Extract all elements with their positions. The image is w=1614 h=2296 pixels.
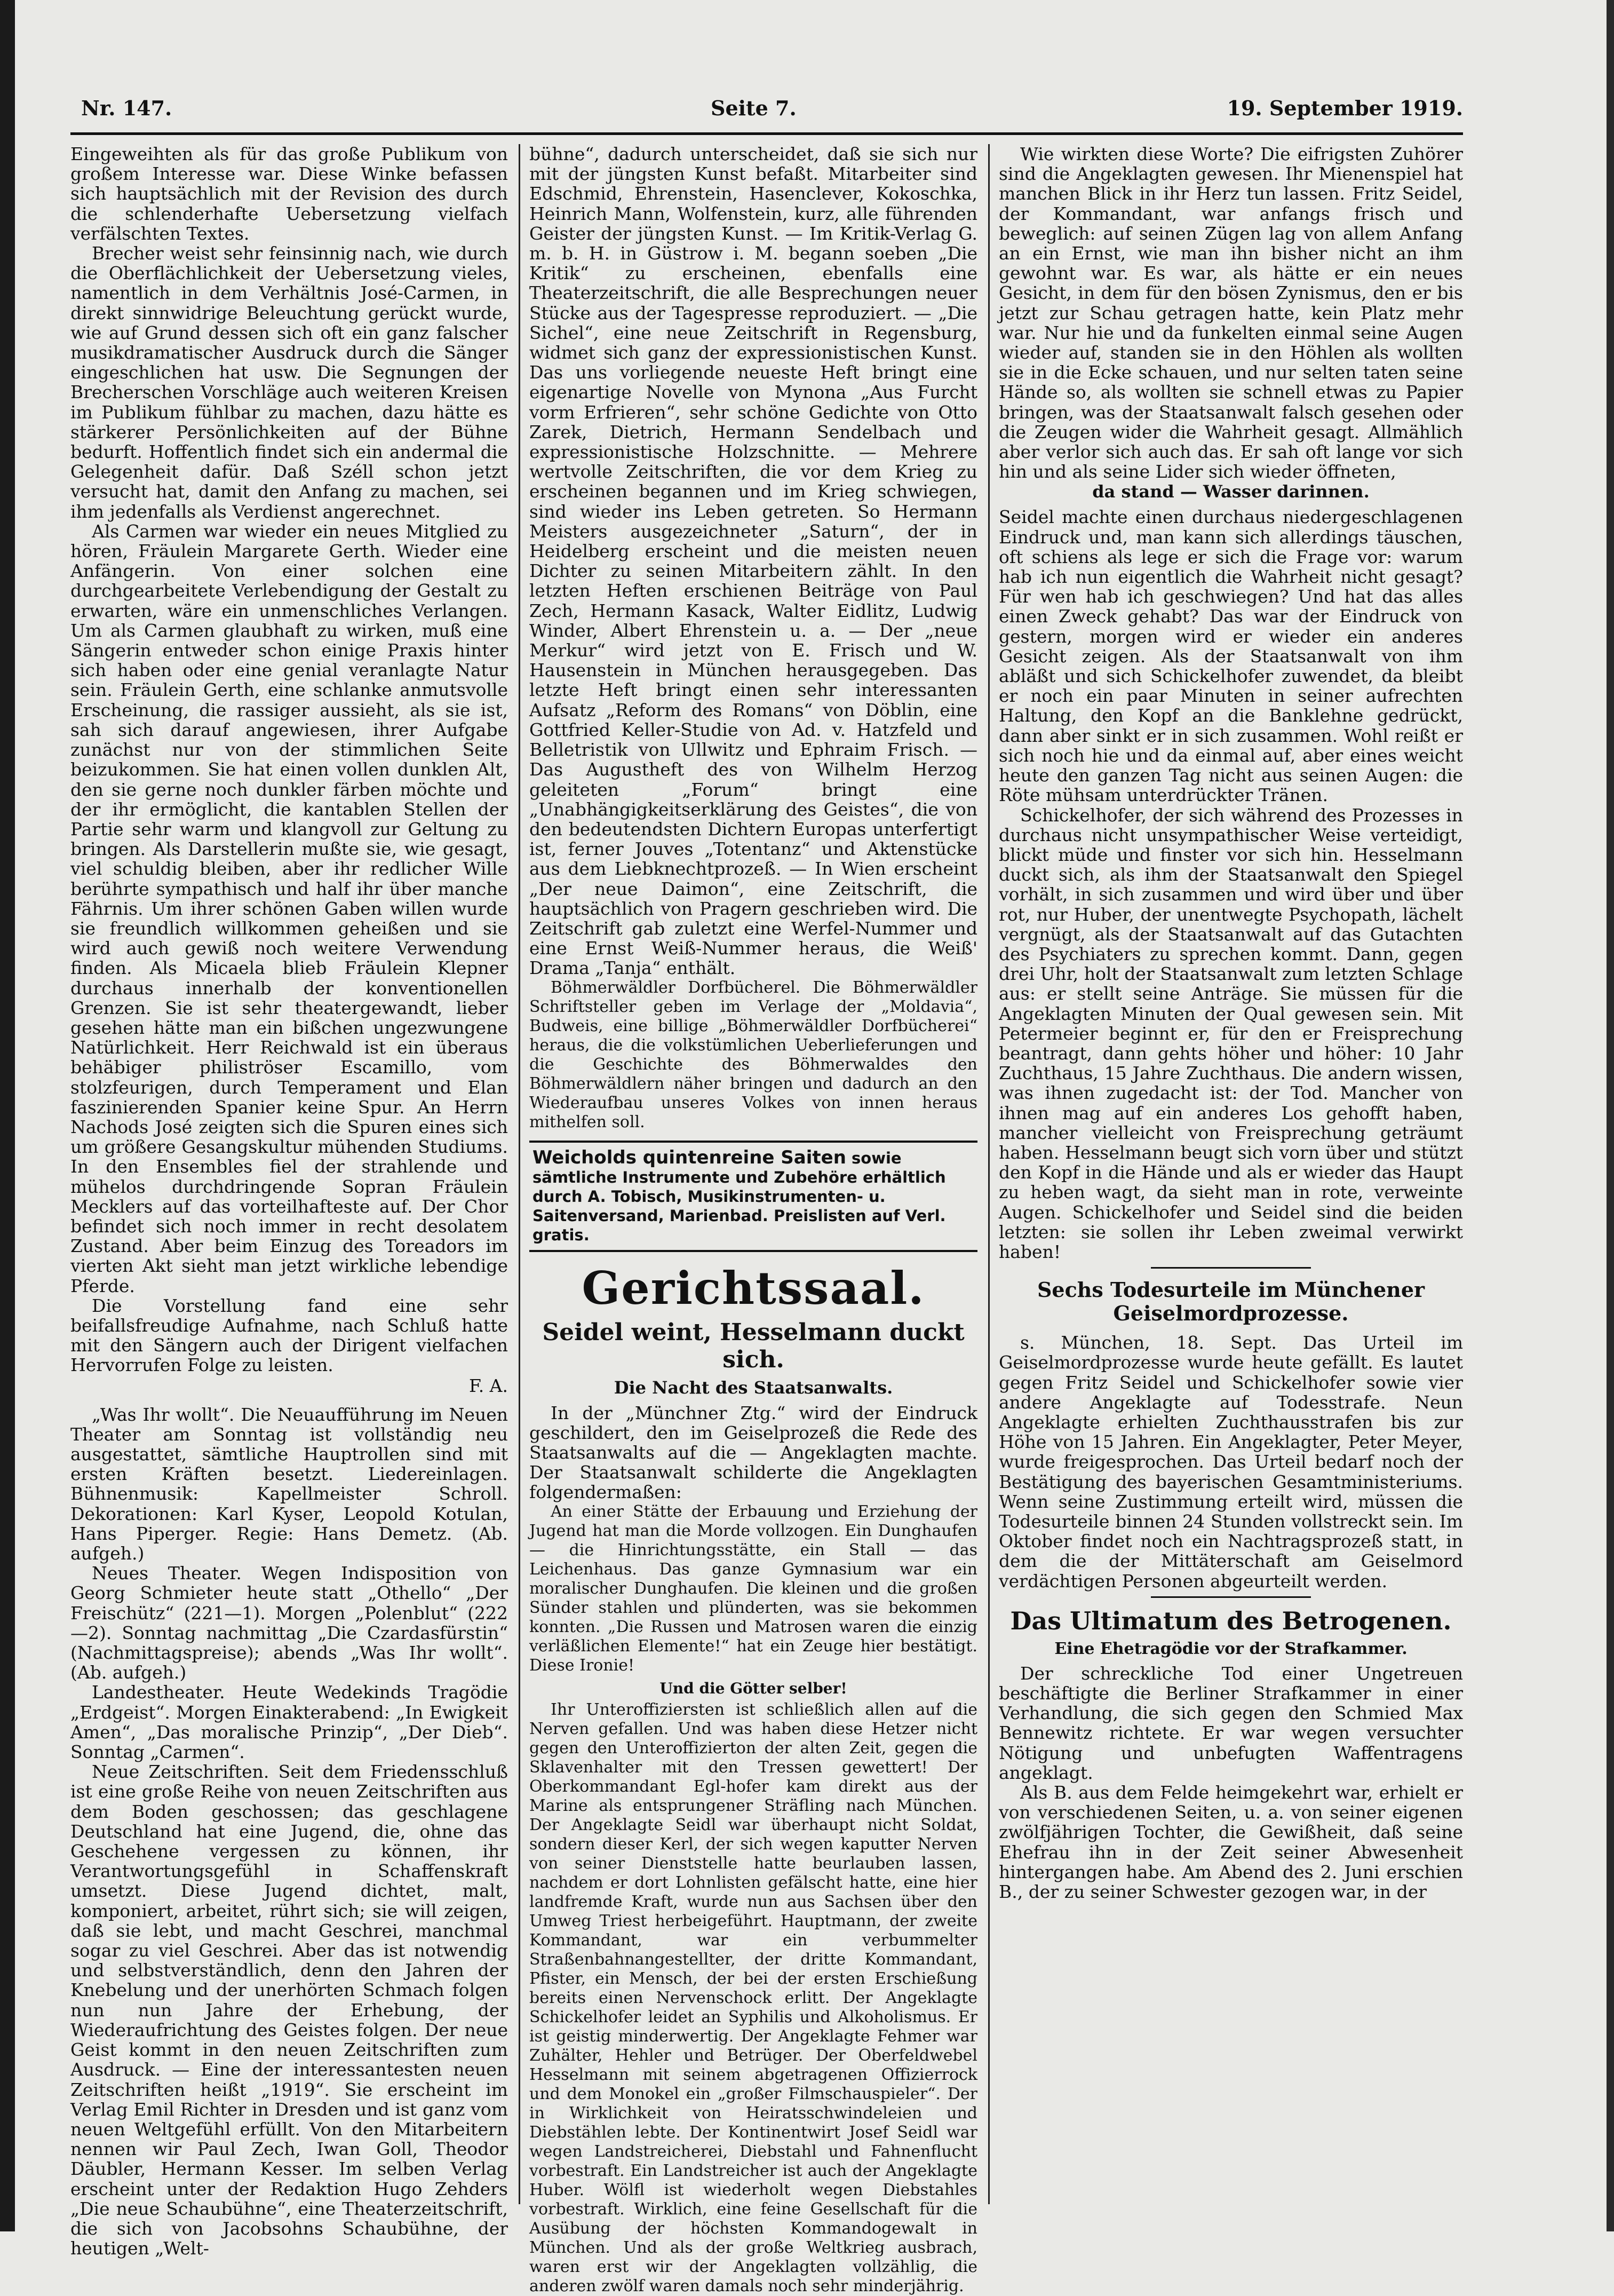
newspaper-page [70,91,1463,2295]
article-paragraph: Die Vorstellung fand eine sehr beifallsfreudige Aufnahme, nach Schluß hatte mit den Sängern auch der Dirigent vielfachen Hervorrufen Folge zu leisten. [70,1295,508,1376]
article-headline: Das Ultimatum des Betrogenen. [1010,1606,1452,1635]
scan-border-left [0,0,15,2231]
notice-paragraph: „Was Ihr wollt“. Die Neuaufführung im Neuen Theater am Sonntag ist vollständig neu ausgestattet, sämtliche Hauptrollen sind mit ersten Kräften besetzt. Liedereinlagen. Bühnenmusik: Kapellmeister Schroll. Dekorationen: Karl Kyser, Leopold Kotulan, Hans Piperger. Regie: Hans Demetz. (Ab. aufgeh.) [70,1404,508,1564]
notice-paragraph: Landestheater. Heute Wedekinds Tragödie „Erdgeist“. Morgen Einakterabend: „In Ewigkeit Amen“, „Das moralische Prinzip“, „Der Dieb“. Sonntag „Carmen“. [70,1682,508,1763]
masthead-rule [70,132,1463,135]
issue-date: 19. September 1919. [1227,96,1463,120]
column-divider [988,144,990,2204]
issue-number: Nr. 147. [81,96,172,120]
divider [1151,1596,1311,1598]
article-subheadline: Eine Ehetragödie vor der Strafkammer. [1054,1639,1408,1658]
article-paragraph: Eingeweihten als für das große Publikum von großem Interesse war. Diese Winke befassen sich hauptsächlich mit der Revision des durch die schlenderhafte Uebersetzung vielfach verfälschten Textes. [70,144,508,244]
article-paragraph: Seidel machte einen durchaus niedergeschlagenen Eindruck und, man kann sich allerdings täuschen, oft schiens als lege er sich die Frage vor: warum hab ich nun eigentlich die Wahrheit nicht gesagt? Für wen hab ich geschwiegen? Und hat das alles einen Zweck gehabt? Das war der Eindruck von gestern, morgen wird er wieder ein anderes Gesicht zeigen. Als der Staatsanwalt von ihm abläßt und sich Schickelhofer zuwendet, da bleibt er noch ein paar Minuten in seiner aufrechten Haltung, den Kopf an die Banklehne gedrückt, dann aber sinkt er in sich zusammen. Wohl reißt er sich noch hie und da einmal auf, aber eines weicht heute den ganzen Tag nicht aus seinen Augen: die Röte mühsam unterdrückter Tränen. [999,506,1463,806]
notice-paragraph: Neue Zeitschriften. Seit dem Friedensschluß ist eine große Reihe von neuen Zeitschriften aus dem Boden geschossen; das geschlagene Deutschland hat eine Jugend, die, ohne das Geschehene vergessen zu können, ihr Verantwortungsgefühl in Schaffenskraft umsetzt. Diese Jugend dichtet, malt, komponiert, arbeitet, rührt sich; sie will zeigen, daß sie lebt, und macht Geschrei, manchmal sogar zu viel Geschrei. Aber das ist notwendig und selbstverständlich, denn den Jahren der Knebelung und der unerhörten Schmach folgen nun nun Jahre der Erhebung, der Wiederaufrichtung des Geistes folgen. Der neue Geist kommt in den neuen Zeitschriften zum Ausdruck. — Eine der interessantesten neuen Zeitschriften heißt „1919“. Sie erscheint im Verlag Emil Richter in Dresden und ist ganz vom neuen Weltgefühl erfüllt. Von den Mitarbeitern nennen wir Paul Zech, Iwan Goll, Theodor Däubler, Hermann Kesser. Im selben Verlag erscheint unter der Redaktion Hugo Zehders „Die neue Schaubühne“, eine Theaterzeitschrift, die sich von Jacobsohns Schaubühne, der heutigen „Welt- [70,1761,508,2259]
quote-paragraph: Ihr Unteroffiziersten ist schließlich allen auf die Nerven gefallen. Und was haben diese Hetzer nicht gegen den Unteroffizierton der alten Zeit, gegen die Sklavenhalter mit den Tressen gewettert! Der Oberkommandant Egl-hofer kam direkt aus der Marine als entsprungener Sträfling nach München. Der Angeklagte Seidl war überhaupt nicht Soldat, sondern dieser Kerl, der sich wegen kaputter Nerven von seiner Dienststelle hatte beurlauben lassen, nachdem er dort Lohnlisten gefälscht hatte, eine hier landfremde Kraft, wurde nun aus Sachsen über den Umweg Triest herbeigeführt. Hauptmann, der zweite Kommandant, war ein verbummelter Straßenbahnangestellter, der dritte Kommandant, Pfister, ein Mensch, der bei der ersten Erschießung bereits einen Nervenschock erlitt. Der Angeklagte Schickelhofer leidet an Syphilis und Alkoholismus. Er ist geistig minderwertig. Der Angeklagte Fehmer war Zuhälter, Hehler und Betrüger. Der Oberfeldwebel Hesselmann mit seinem abgetragenen Offizierrock und dem Monokel ein „großer Filmschauspieler“. Der in Wirklichkeit von Heiratsschwindeleien und Diebstählen lebte. Der Kontinentwirt Josef Seidl war wegen Landstreicherei, Diebstahl und Fahnenflucht vorbestraft. Ein Landstreicher ist auch der Angeklagte Huber. Wölfl ist wiederholt wegen Diebstahles vorbestraft. Wirklich, eine feine Gesellschaft für die Ausübung der höchsten Kommandogewalt in München. Und als der große Weltkrieg ausbrach, waren erst wir der Angeklagten vollzählig, die anderen zwölf waren damals noch sehr minderjährig. [529,1700,977,2295]
page-number: Seite 7. [711,96,797,120]
column-3 [999,144,1463,2204]
article-headline: Seidel weint, Hesselmann duckt sich. [542,1318,965,1373]
masthead [70,91,1463,132]
article-paragraph: Als Carmen war wieder ein neues Mitglied zu hören, Fräulein Margarete Gerth. Wieder eine Anfängerin. Von einer solchen eine durchgearbeitete Verlebendigung der Gestalt zu erwarten, wäre ein unmenschliches Verlangen. Um als Carmen glaubhaft zu wirken, muß eine Sängerin entweder schon einige Praxis hinter sich haben oder eine genial veranlagte Natur sein. Fräulein Gerth, eine schlanke anmutsvolle Erscheinung, die rassiger aussieht, als sie ist, sah sich darauf angewiesen, ihrer Aufgabe zunächst nur von der stimmlichen Seite beizukommen. Sie hat einen vollen dunklen Alt, den sie gerne noch dunkler färben möchte und der ihr ermöglicht, die kantablen Stellen der Partie sehr warm und klangvoll zur Geltung zu bringen. Als Darstellerin mußte sie, wie gesagt, viel schuldig bleiben, aber ihr redlicher Wille berührte sympathisch und half ihr über manche Fährnis. Um ihrer schönen Gaben willen wurde sie freundlich willkommen geheißen und sie wird auch gewiß noch weitere Verwendung finden. Als Micaela blieb Fräulein Klepner durchaus innerhalb der konventionellen Grenzen. Sie ist sehr theatergewandt, lieber gesehen hätte man ein bißchen ungezwungene Natürlichkeit. Herr Reichwald ist ein überaus behäbiger philiströser Escamillo, vom stolzfeurigen, durch Temperament und Elan faszinierenden Spanier keine Spur. An Herrn Nachods José zeigten sich die Spuren eines sich um größere Gesangskultur mühenden Studiums. In den Ensembles fiel der strahlende und mühelos durchdringende Sopran Fräulein Mecklers auf das vorteilhafteste auf. Der Chor befindet sich noch immer in recht desolatem Zustand. Aber beim Einzug des Toreadors im vierten Akt sieht man jetzt wirkliche lebendige Pferde. [70,520,508,1296]
article-paragraph: Als B. aus dem Felde heimgekehrt war, erhielt er von verschiedenen Seiten, u. a. von seiner eigenen zwölfjährigen Tochter, die Gewißheit, daß seine Ehefrau ihn in der Zeit seiner Abwesenheit hintergangen habe. Am Abend des 2. Juni erschien B., der zu seiner Schwester gezogen war, in der [999,1782,1463,1903]
quote-paragraph: An einer Stätte der Erbauung und Erziehung der Jugend hat man die Morde vollzogen. Ein Dunghaufen — die Hinrichtungsstätte, ein Stall — das Leichenhaus. Das ganze Gymnasium war ein moralischer Dunghaufen. Die kleinen und die großen Sünder stahlen und plünderten, was sie bekommen konnten. „Die Russen und Matrosen waren die einzig verläßlichen Elemente!“ hat ein Zeuge hier bestätigt. Diese Ironie! [529,1502,977,1675]
author-signature: F. A. [468,1375,508,1396]
scan-border-right [1607,0,1614,2231]
column-1 [70,144,508,2259]
article-subheadline: Die Nacht des Staatsanwalts. [614,1377,893,1398]
column-divider [519,144,520,2204]
advertisement [529,1141,977,1252]
article-paragraph: Brecher weist sehr feinsinnig nach, wie durch die Oberflächlichkeit der Uebersetzung vieles, namentlich in dem Verhältnis José-Carmen, in direkt sinnwidrige Beleuchtung gerückt wurde, wie auf Grund dessen sich oft ein ganz falscher musikdramatischer Ausdruck durch die Sänger eingeschlichen hat usw. Die Segnungen der Brecherschen Vorschläge auch weiteren Kreisen im Publikum fühlbar zu machen, dazu hätte es stärkerer Persönlichkeiten auf der Bühne bedurft. Hoffentlich findet sich ein andermal die Gelegenheit dafür. Daß Széll schon jetzt versucht hat, damit den Anfang zu machen, sei ihm jedenfalls als Verdienst angerechnet. [70,243,508,522]
divider [1151,1267,1311,1269]
notice-paragraph: Böhmerwäldler Dorfbücherel. Die Böhmerwäldler Schriftsteller geben im Verlage der „Moldavia“, Budweis, eine billige „Böhmerwäldler Dorfbücherei“ heraus, die die volkstümlichen Ueberlieferungen und die Geschichte des Böhmerwaldes den Böhmerwäldlern näher bringen und dadurch an den Wiederaufbau unseres Volkes von innen heraus mithelfen soll. [529,978,977,1131]
article-paragraph: Der schreckliche Tod einer Ungetreuen beschäftigte die Berliner Strafkammer in einer Verhandlung, die sich gegen den Schmied Max Bennewitz richtete. Er war wegen versuchter Nötigung und unbefugten Waffentragens angeklagt. [999,1662,1463,1783]
section-title: Gerichtssaal. [582,1261,925,1315]
article-paragraph: Schickelhofer, der sich während des Prozesses in durchaus nicht unsympathischer Weise verteidigt, blickt müde und finster vor sich hin. Hesselmann duckt sich, als ihm der Staatsanwalt den Spiegel vorhält, in sich zusammen und wird über und über rot, nur Huber, der unentwegte Psychopath, lächelt vergnügt, als der Staatsanwalt auf das Gutachten des Psychiaters zu sprechen kommt. Dann, gegen drei Uhr, holt der Staatsanwalt zum letzten Schlage aus: er stellt seine Anträge. Sie müssen für die Angeklagten Minuten der Qual gewesen sein. Mit Petermeier beginnt er, für den er Freisprechung beantragt, dann gehts höher und höher: 10 Jahr Zuchthaus, 15 Jahre Zuchthaus. Die andern wissen, was ihnen zugedacht ist: der Tod. Mancher von ihnen mag auf ein anderes Los gehofft haben, mancher vielleicht von Freisprechung geträumt haben. Hesselmann beugt sich vorn über und stützt den Kopf in die Hände und als er wieder das Haupt zu heben wagt, da sieht man in rote, verweinte Augen. Schickelhofer und Seidel sind die beiden letzten: sie sollen ihr Leben zweimal verwirkt haben! [999,804,1463,1262]
inline-subheading: Und die Götter selber! [659,1679,847,1697]
column-2 [529,144,977,2295]
ad-headline: Weicholds quintenreine Saiten [532,1146,846,1168]
article-headline: Sechs Todesurteile im Münchener Geiselmordprozesse. [1037,1278,1425,1326]
ad-text: sowie sämtliche Instrumente und Zubehöre erhältlich durch A. Tobisch, Musikinstrumenten- u. Saitenversand, Marienbad. Preislisten auf Verl. gratis. [532,1149,946,1244]
article-paragraph: s. München, 18. Sept. Das Urteil im Geiselmordprozesse wurde heute gefällt. Es lautet gegen Fritz Seidel und Schickelhofer sowie vier andere Angeklagte auf Todesstrafe. Neun Angeklagte erhielten Zuchthausstrafen bis zur Höhe von 15 Jahren. Ein Angeklagter, Peter Meyer, wurde freigesprochen. Das Urteil bedarf noch der Bestätigung des bayerischen Gesamtministeriums. Wenn seine Zustimmung erteilt wird, müssen die Todesurteile binnen 24 Stunden vollstreckt sein. Im Oktober findet noch ein Nachtragsprozeß statt, in dem die der Mittäterschaft am Geiselmord verdächtigen Personen abgeurteilt werden. [999,1332,1463,1592]
article-paragraph: bühne“, dadurch unterscheidet, daß sie sich nur mit der jüngsten Kunst befaßt. Mitarbeiter sind Edschmid, Ehrenstein, Hasenclever, Kokoschka, Heinrich Mann, Wolfenstein, kurz, alle führenden Geister der jüngsten Kunst. — Im Kritik-Verlag G. m. b. H. in Güstrow i. M. begann soeben „Die Kritik“ zu erscheinen, ebenfalls eine Theaterzeitschrift, die alle Besprechungen neuer Stücke aus der Tagespresse reproduziert. — „Die Sichel“, eine neue Zeitschrift in Regensburg, widmet sich ganz der expressionistischen Kunst. Das uns vorliegende neueste Heft bringt eine eigenartige Novelle von Mynona „Aus Furcht vorm Erfrieren“, sehr schöne Gedichte von Otto Zarek, Dietrich, Hermann Sendelbach und expressionistische Holzschnitte. — Mehrere wertvolle Zeitschriften, die vor dem Krieg zu erscheinen begannen und im Krieg schwiegen, sind wieder ins Leben getreten. So Hermann Meisters ausgezeichneter „Saturn“, der in Heidelberg erscheint und die meisten neuen Dichter zu seinen Mitarbeitern zählt. In den letzten Heften erschienen Beiträge von Paul Zech, Hermann Kasack, Walter Eidlitz, Ludwig Winder, Albert Ehrenstein u. a. — Der „neue Merkur“ wird jetzt von E. Frisch und W. Hausenstein in München herausgegeben. Das letzte Heft bringt einen sehr interessanten Aufsatz „Reform des Romans“ von Döblin, eine Gottfried Keller-Studie von Ad. v. Hatzfeld und Belletristik von Ullwitz und Ephraim Frisch. — Das Augustheft des von Wilhelm Herzog geleiteten „Forum“ bringt eine „Unabhängigkeitserklärung des Geistes“, die von den bedeutendsten Dichtern Europas unterfertigt ist, ferner Jouves „Totentanz“ und Aktenstücke aus dem Liebknechtprozeß. — In Wien erscheint „Der neue Daimon“, eine Zeitschrift, die hauptsächlich von Pragern geschrieben wird. Die Zeitschrift gab zuletzt eine Werfel-Nummer und eine Ernst Weiß-Nummer heraus, die Weiß' Drama „Tanja“ enthält. [529,144,977,979]
article-paragraph: In der „Münchner Ztg.“ wird der Eindruck geschildert, den im Geiselprozeß die Rede des Staatsanwalts auf die — Angeklagten machte. Der Staatsanwalt schilderte die Angeklagten folgendermaßen: [529,1402,977,1503]
notice-paragraph: Neues Theater. Wegen Indisposition von Georg Schmieter heute statt „Othello“ „Der Freischütz“ (221—1). Morgen „Polenblut“ (222—2). Sonntag nachmittag „Die Czardasfürstin“ (Nachmittagspreise); abends „Was Ihr wollt“. (Ab. aufgeh.) [70,1563,508,1683]
article-paragraph: Wie wirkten diese Worte? Die eifrigsten Zuhörer sind die Angeklagten gewesen. Ihr Mienenspiel hat manchen Blick in ihr Herz tun lassen. Fritz Seidel, der Kommandant, war anfangs frisch und beweglich: auf seinen Zügen lag von allem Anfang an ein Ernst, wie man ihn bisher nicht an ihm gewohnt war. Es war, als hätte er ein neues Gesicht, in dem für den bösen Zynismus, den er bis jetzt zur Schau getragen hatte, kein Platz mehr war. Nur hie und da funkelten einmal seine Augen wieder auf, standen sie in den Höhlen als wollten sie in die Ecke schauen, und nur selten taten seine Hände so, als wollten sie schnell etwas zu Papier bringen, was der Staatsanwalt falsch gesehen oder die Zeugen wider die Wahrheit gesagt. Allmählich aber verlor sich auch das. Er sah oft lange vor sich hin und als seine Lider sich wieder öffneten, [999,144,1463,482]
inline-subheading: da stand — Wasser darinnen. [1092,481,1370,502]
